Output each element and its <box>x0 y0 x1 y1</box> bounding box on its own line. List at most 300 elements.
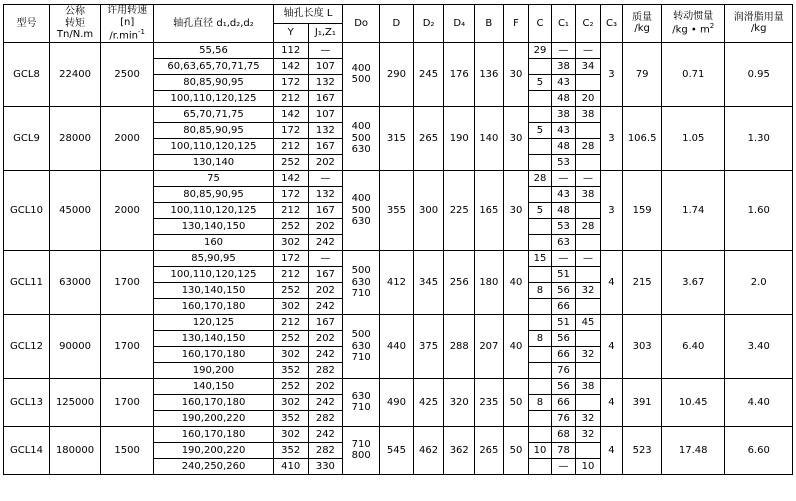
bore-diameter-cell: 85,90,95 <box>154 250 274 266</box>
bore-diameter-cell: 65,70,71,75 <box>154 106 274 122</box>
table-row <box>4 250 793 266</box>
grease-cell: 4.40 <box>725 378 793 426</box>
torque-cell: 28000 <box>49 106 100 170</box>
inertia-cell: 1.05 <box>662 106 725 170</box>
c-cell: 5 <box>529 122 551 138</box>
c2-cell <box>576 122 601 138</box>
bore-length-j1z1-cell: 282 <box>308 362 343 378</box>
bore-diameter-cell: 80,85,90,95 <box>154 186 274 202</box>
d-cell: 490 <box>380 378 414 426</box>
bore-length-y-cell: 302 <box>273 426 308 442</box>
bore-length-y-cell: 172 <box>273 74 308 90</box>
bore-length-y-cell: 410 <box>273 458 308 474</box>
c-cell <box>529 426 551 442</box>
c-cell <box>529 266 551 282</box>
inertia-cell: 1.74 <box>662 170 725 250</box>
torque-cell: 63000 <box>49 250 100 314</box>
bore-length-j1z1-cell: 167 <box>308 138 343 154</box>
inertia-cell: 6.40 <box>662 314 725 378</box>
grease-cell: 0.95 <box>725 42 793 106</box>
b-cell: 265 <box>475 426 504 474</box>
bore-length-j1z1-cell: 282 <box>308 442 343 458</box>
inertia-cell: 17.48 <box>662 426 725 474</box>
c-cell <box>529 378 551 394</box>
bore-length-y-cell: 212 <box>273 266 308 282</box>
d4-cell: 362 <box>444 426 475 474</box>
torque-cell: 90000 <box>49 314 100 378</box>
bore-length-j1z1-cell: 132 <box>308 186 343 202</box>
bore-length-y-cell: 172 <box>273 122 308 138</box>
header-torque-line3: Tn/N.m <box>56 29 94 41</box>
bore-length-j1z1-cell: 242 <box>308 298 343 314</box>
f-cell: 40 <box>503 314 529 378</box>
bore-length-y-cell: 252 <box>273 282 308 298</box>
model-cell: GCL8 <box>4 42 50 106</box>
d-cell: 355 <box>380 170 414 250</box>
bore-diameter-cell: 240,250,260 <box>154 458 274 474</box>
d4-cell: 176 <box>444 42 475 106</box>
coupling-spec-table <box>3 4 793 475</box>
bore-length-j1z1-cell: 242 <box>308 426 343 442</box>
c3-cell: 4 <box>600 250 622 314</box>
header-speed-exponent: -1 <box>137 28 145 36</box>
header-bore-length-j1z1: J₁,Z₁ <box>308 23 343 42</box>
c2-cell: 45 <box>576 314 601 330</box>
header-f: F <box>503 5 529 43</box>
header-bore-length: 轴孔长度 L <box>273 5 342 24</box>
d2-cell: 300 <box>413 170 444 250</box>
c2-cell: 38 <box>576 106 601 122</box>
grease-cell: 3.40 <box>725 314 793 378</box>
bore-length-y-cell: 142 <box>273 106 308 122</box>
f-cell: 50 <box>503 378 529 426</box>
bore-length-y-cell: 352 <box>273 410 308 426</box>
bore-length-j1z1-cell: 132 <box>308 74 343 90</box>
c2-cell <box>576 234 601 250</box>
d-cell: 315 <box>380 106 414 170</box>
bore-diameter-cell: 120,125 <box>154 314 274 330</box>
c1-cell: 56 <box>551 378 576 394</box>
c1-cell: — <box>551 250 576 266</box>
c2-cell: 28 <box>576 138 601 154</box>
torque-cell: 180000 <box>49 426 100 474</box>
torque-cell: 125000 <box>49 378 100 426</box>
c-cell <box>529 234 551 250</box>
header-inertia-line1: 转动惯量 <box>673 10 714 22</box>
bore-length-j1z1-cell: 202 <box>308 154 343 170</box>
c3-cell: 4 <box>600 378 622 426</box>
speed-cell: 1700 <box>101 250 154 314</box>
c-cell <box>529 138 551 154</box>
c2-cell <box>576 442 601 458</box>
bore-length-j1z1-cell: 242 <box>308 234 343 250</box>
c-cell: 8 <box>529 282 551 298</box>
d-cell: 412 <box>380 250 414 314</box>
do-value: 710 <box>351 352 371 364</box>
c1-cell: 43 <box>551 74 576 90</box>
bore-diameter-cell: 190,200,220 <box>154 410 274 426</box>
bore-diameter-cell: 60,63,65,70,71,75 <box>154 58 274 74</box>
b-cell: 180 <box>475 250 504 314</box>
bore-length-y-cell: 352 <box>273 442 308 458</box>
bore-length-y-cell: 142 <box>273 58 308 74</box>
bore-length-j1z1-cell: 330 <box>308 458 343 474</box>
c-cell <box>529 458 551 474</box>
grease-cell: 1.30 <box>725 106 793 170</box>
bore-diameter-cell: 130,140,150 <box>154 330 274 346</box>
header-mass-line2: /kg <box>634 23 650 35</box>
bore-length-j1z1-cell: 202 <box>308 378 343 394</box>
bore-length-j1z1-cell: 242 <box>308 394 343 410</box>
bore-length-j1z1-cell: 167 <box>308 202 343 218</box>
c2-cell <box>576 266 601 282</box>
c1-cell: 53 <box>551 154 576 170</box>
c-cell <box>529 154 551 170</box>
header-c3: C₃ <box>600 5 622 43</box>
grease-cell: 2.0 <box>725 250 793 314</box>
header-inertia-line2: /kg • $m^2$ <box>672 22 715 36</box>
c1-cell: 68 <box>551 426 576 442</box>
bore-length-y-cell: 172 <box>273 186 308 202</box>
table-row <box>4 314 793 330</box>
d4-cell: 288 <box>444 314 475 378</box>
bore-length-j1z1-cell: — <box>308 250 343 266</box>
table-row <box>4 42 793 58</box>
d4-cell: 320 <box>444 378 475 426</box>
bore-length-j1z1-cell: 242 <box>308 346 343 362</box>
bore-length-y-cell: 212 <box>273 314 308 330</box>
c2-cell: 38 <box>576 378 601 394</box>
bore-diameter-cell: 75 <box>154 170 274 186</box>
d2-cell: 425 <box>413 378 444 426</box>
header-torque-line1: 公称 <box>65 6 86 18</box>
d2-cell: 245 <box>413 42 444 106</box>
bore-diameter-cell: 140,150 <box>154 378 274 394</box>
header-d2: D₂ <box>413 5 444 43</box>
do-value: 500 <box>351 204 371 216</box>
c-cell <box>529 298 551 314</box>
d4-cell: 190 <box>444 106 475 170</box>
c2-cell: 32 <box>576 282 601 298</box>
c1-cell: 53 <box>551 218 576 234</box>
table-header-row <box>4 5 793 24</box>
bore-length-y-cell: 172 <box>273 250 308 266</box>
do-cell <box>343 426 380 474</box>
c2-cell <box>576 394 601 410</box>
speed-cell: 2000 <box>101 106 154 170</box>
c-cell <box>529 346 551 362</box>
c-cell <box>529 362 551 378</box>
c1-cell: — <box>551 458 576 474</box>
bore-diameter-cell: 130,140,150 <box>154 218 274 234</box>
c1-cell: 51 <box>551 314 576 330</box>
header-c1: C₁ <box>551 5 576 43</box>
bore-length-j1z1-cell: 132 <box>308 122 343 138</box>
d-cell: 440 <box>380 314 414 378</box>
table-body <box>4 42 793 474</box>
c3-cell: 3 <box>600 170 622 250</box>
speed-cell: 1500 <box>101 426 154 474</box>
do-value: 630 <box>351 340 371 352</box>
c-cell <box>529 186 551 202</box>
model-cell: GCL13 <box>4 378 50 426</box>
c-cell <box>529 410 551 426</box>
header-bore-diameter: 轴孔直径 d₁,d₂,d₂ <box>154 5 274 43</box>
bore-length-y-cell: 112 <box>273 42 308 58</box>
c1-cell: 48 <box>551 202 576 218</box>
do-value: 630 <box>351 276 371 288</box>
c1-cell: — <box>551 170 576 186</box>
header-torque <box>49 5 100 43</box>
bore-length-y-cell: 212 <box>273 138 308 154</box>
do-value: 500 <box>351 74 371 86</box>
c-cell <box>529 90 551 106</box>
grease-cell: 1.60 <box>725 170 793 250</box>
table-row <box>4 106 793 122</box>
do-value: 400 <box>351 121 371 133</box>
c2-cell <box>576 362 601 378</box>
do-value: 400 <box>351 193 371 205</box>
do-value: 800 <box>351 450 371 462</box>
bore-length-j1z1-cell: 167 <box>308 90 343 106</box>
c2-cell <box>576 298 601 314</box>
bore-diameter-cell: 130,140,150 <box>154 282 274 298</box>
c-cell <box>529 58 551 74</box>
speed-cell: 1700 <box>101 314 154 378</box>
do-value: 710 <box>351 402 371 414</box>
bore-length-j1z1-cell: 107 <box>308 58 343 74</box>
c3-cell: 4 <box>600 314 622 378</box>
c-cell <box>529 106 551 122</box>
c2-cell: — <box>576 42 601 58</box>
bore-diameter-cell: 160,170,180 <box>154 298 274 314</box>
bore-length-j1z1-cell: 167 <box>308 266 343 282</box>
mass-cell: 159 <box>623 170 662 250</box>
c2-cell <box>576 330 601 346</box>
bore-length-y-cell: 252 <box>273 154 308 170</box>
f-cell: 30 <box>503 106 529 170</box>
c-cell: 15 <box>529 250 551 266</box>
header-do: Do <box>343 5 380 43</box>
header-speed-line2: [n] <box>120 16 135 28</box>
bore-length-j1z1-cell: 282 <box>308 410 343 426</box>
do-cell <box>343 106 380 170</box>
bore-diameter-cell: 160,170,180 <box>154 394 274 410</box>
c1-cell: 76 <box>551 410 576 426</box>
model-cell: GCL14 <box>4 426 50 474</box>
model-cell: GCL10 <box>4 170 50 250</box>
c1-cell: 43 <box>551 186 576 202</box>
do-cell <box>343 378 380 426</box>
b-cell: 136 <box>475 42 504 106</box>
bore-diameter-cell: 80,85,90,95 <box>154 74 274 90</box>
bore-length-y-cell: 302 <box>273 394 308 410</box>
c1-cell: 66 <box>551 346 576 362</box>
c2-cell: — <box>576 250 601 266</box>
header-mass <box>623 5 662 43</box>
f-cell: 30 <box>503 42 529 106</box>
c1-cell: — <box>551 42 576 58</box>
bore-length-y-cell: 252 <box>273 330 308 346</box>
c2-cell: 28 <box>576 218 601 234</box>
c1-cell: 43 <box>551 122 576 138</box>
c-cell: 5 <box>529 202 551 218</box>
mass-cell: 391 <box>623 378 662 426</box>
header-grease-line1: 润滑脂用量 <box>733 11 784 23</box>
b-cell: 165 <box>475 170 504 250</box>
do-value: 710 <box>351 288 371 300</box>
c1-cell: 48 <box>551 138 576 154</box>
c2-cell: — <box>576 170 601 186</box>
inertia-cell: 10.45 <box>662 378 725 426</box>
c2-cell <box>576 74 601 90</box>
inertia-cell: 0.71 <box>662 42 725 106</box>
c-cell: 8 <box>529 394 551 410</box>
bore-length-j1z1-cell: 202 <box>308 218 343 234</box>
bore-diameter-cell: 130,140 <box>154 154 274 170</box>
header-speed <box>101 5 154 43</box>
bore-diameter-cell: 160 <box>154 234 274 250</box>
c2-cell: 32 <box>576 410 601 426</box>
f-cell: 50 <box>503 426 529 474</box>
c2-cell: 34 <box>576 58 601 74</box>
torque-cell: 45000 <box>49 170 100 250</box>
header-mass-line1: 质量 <box>632 11 653 23</box>
c1-cell: 48 <box>551 90 576 106</box>
d-cell: 545 <box>380 426 414 474</box>
c2-cell: 32 <box>576 346 601 362</box>
header-d: D <box>380 5 414 43</box>
bore-length-y-cell: 302 <box>273 298 308 314</box>
c3-cell: 3 <box>600 42 622 106</box>
model-cell: GCL9 <box>4 106 50 170</box>
do-value: 630 <box>351 390 371 402</box>
speed-cell: 1700 <box>101 378 154 426</box>
bore-length-y-cell: 142 <box>273 170 308 186</box>
bore-length-j1z1-cell: 107 <box>308 106 343 122</box>
mass-cell: 106.5 <box>623 106 662 170</box>
bore-length-j1z1-cell: — <box>308 42 343 58</box>
c3-cell: 4 <box>600 426 622 474</box>
do-value: 500 <box>351 329 371 341</box>
c1-cell: 76 <box>551 362 576 378</box>
bore-length-j1z1-cell: — <box>308 170 343 186</box>
bore-length-y-cell: 302 <box>273 346 308 362</box>
grease-cell: 6.60 <box>725 426 793 474</box>
header-inertia-exponent: 2 <box>709 22 715 31</box>
d4-cell: 225 <box>444 170 475 250</box>
bore-length-y-cell: 212 <box>273 90 308 106</box>
f-cell: 40 <box>503 250 529 314</box>
mass-cell: 303 <box>623 314 662 378</box>
header-c2: C₂ <box>576 5 601 43</box>
mass-cell: 215 <box>623 250 662 314</box>
do-cell <box>343 170 380 250</box>
c2-cell: 10 <box>576 458 601 474</box>
table-row <box>4 378 793 394</box>
c-cell <box>529 218 551 234</box>
bore-length-y-cell: 352 <box>273 362 308 378</box>
c1-cell: 66 <box>551 394 576 410</box>
bore-length-y-cell: 302 <box>273 234 308 250</box>
bore-diameter-cell: 160,170,180 <box>154 426 274 442</box>
d2-cell: 345 <box>413 250 444 314</box>
do-value: 400 <box>351 62 371 74</box>
c-cell: 28 <box>529 170 551 186</box>
do-value: 630 <box>351 216 371 228</box>
header-model: 型号 <box>4 5 50 43</box>
c-cell <box>529 314 551 330</box>
do-cell <box>343 250 380 314</box>
table-row <box>4 170 793 186</box>
do-value: 710 <box>351 438 371 450</box>
c2-cell <box>576 154 601 170</box>
f-cell: 30 <box>503 170 529 250</box>
header-grease <box>725 5 793 43</box>
table-row <box>4 426 793 442</box>
speed-cell: 2000 <box>101 170 154 250</box>
c1-cell: 38 <box>551 106 576 122</box>
header-bore-length-y: Y <box>273 23 308 42</box>
do-cell <box>343 314 380 378</box>
c1-cell: 78 <box>551 442 576 458</box>
bore-length-j1z1-cell: 202 <box>308 330 343 346</box>
do-value: 500 <box>351 265 371 277</box>
c-cell: 8 <box>529 330 551 346</box>
c1-cell: 56 <box>551 282 576 298</box>
c2-cell: 38 <box>576 186 601 202</box>
c-cell: 29 <box>529 42 551 58</box>
c2-cell <box>576 202 601 218</box>
model-cell: GCL12 <box>4 314 50 378</box>
c1-cell: 51 <box>551 266 576 282</box>
torque-cell: 22400 <box>49 42 100 106</box>
d-cell: 290 <box>380 42 414 106</box>
bore-diameter-cell: 80,85,90,95 <box>154 122 274 138</box>
mass-cell: 523 <box>623 426 662 474</box>
header-grease-line2: /kg <box>750 23 767 35</box>
b-cell: 140 <box>475 106 504 170</box>
inertia-cell: 3.67 <box>662 250 725 314</box>
do-value: 500 <box>351 132 371 144</box>
model-cell: GCL11 <box>4 250 50 314</box>
bore-length-y-cell: 212 <box>273 202 308 218</box>
speed-cell: 2500 <box>101 42 154 106</box>
bore-length-j1z1-cell: 202 <box>308 282 343 298</box>
d4-cell: 256 <box>444 250 475 314</box>
bore-diameter-cell: 100,110,120,125 <box>154 266 274 282</box>
bore-length-j1z1-cell: 167 <box>308 314 343 330</box>
header-torque-line2: 转矩 <box>65 17 86 29</box>
c2-cell: 20 <box>576 90 601 106</box>
bore-diameter-cell: 55,56 <box>154 42 274 58</box>
header-inertia <box>662 5 725 43</box>
header-speed-line1: 许用转速 <box>107 5 148 16</box>
bore-diameter-cell: 190,200 <box>154 362 274 378</box>
do-cell <box>343 42 380 106</box>
bore-diameter-cell: 100,110,120,125 <box>154 90 274 106</box>
header-speed-line3: $/r.\min^{-1}$ <box>109 28 145 42</box>
header-d4: D₄ <box>444 5 475 43</box>
mass-cell: 79 <box>623 42 662 106</box>
c3-cell: 3 <box>600 106 622 170</box>
c2-cell: 32 <box>576 426 601 442</box>
c1-cell: 63 <box>551 234 576 250</box>
c-cell: 5 <box>529 74 551 90</box>
d2-cell: 375 <box>413 314 444 378</box>
c-cell: 10 <box>529 442 551 458</box>
c1-cell: 38 <box>551 58 576 74</box>
